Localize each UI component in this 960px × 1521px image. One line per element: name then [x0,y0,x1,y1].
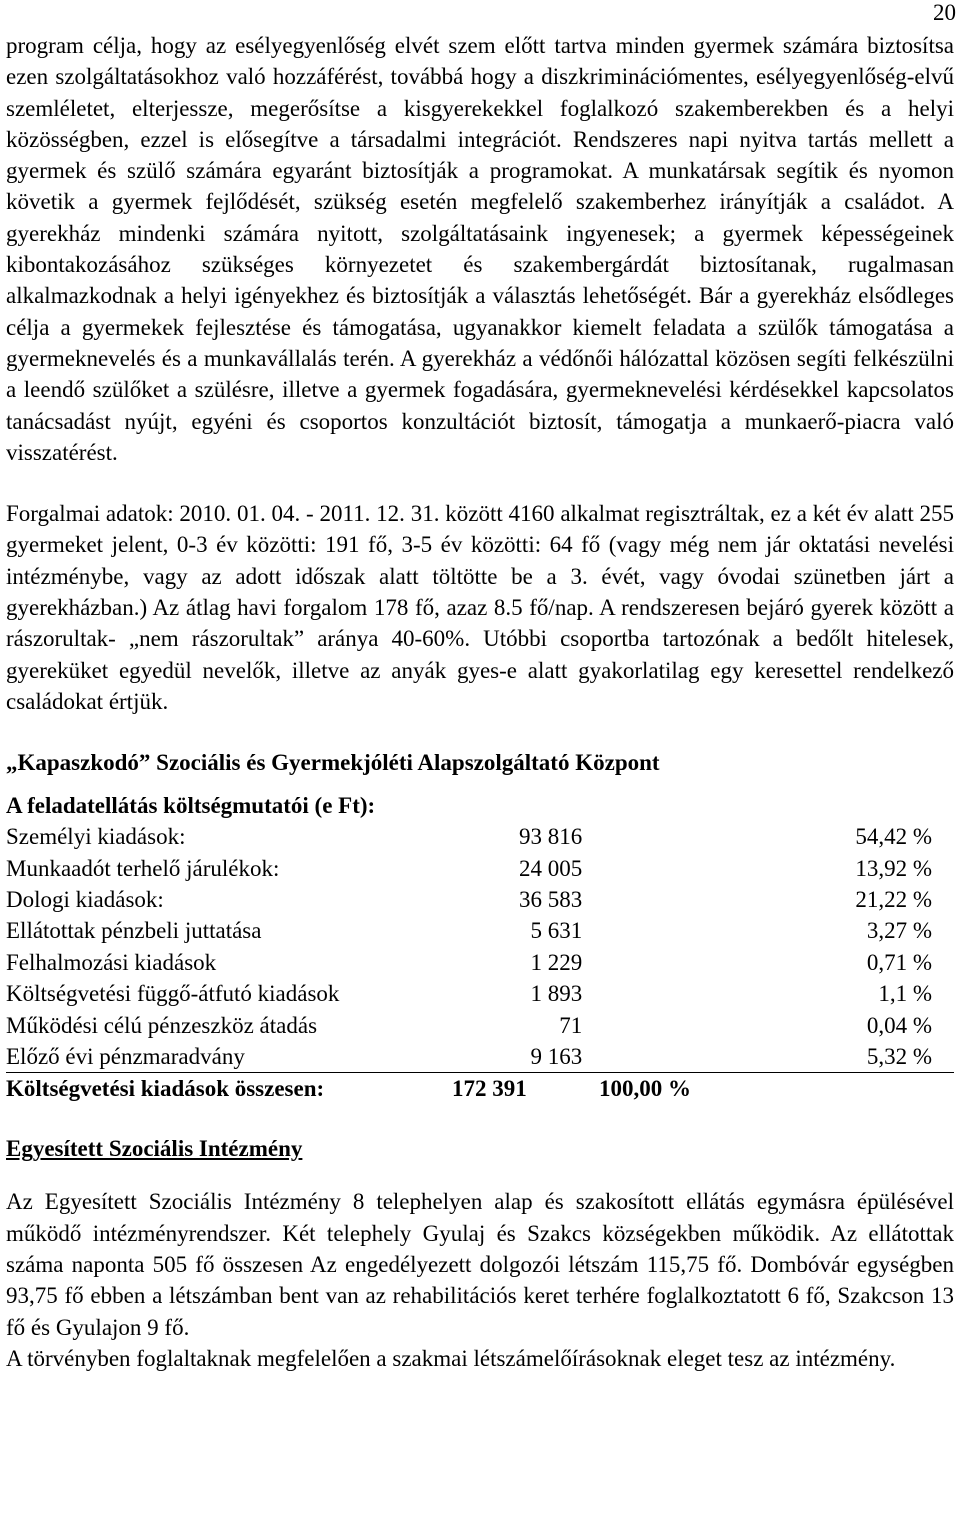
section-title-kapaszkodo: „Kapaszkodó” Szociális és Gyermekjóléti Alapszolgáltató Központ [6,750,660,776]
paragraph-program-goals: program célja, hogy az esélyegyenlőség elvét szem előtt tartva minden gyermek számára biztosítsa ezen szolgáltatásokhoz való hozzáférést, továbbá hogy a diszkriminációmentes, esélyegyenlőség-elvű szemléletet, elterjessze, megerősítse a kisgyerekekkel foglalkozó szakemberekben és a helyi közösségben, ezzel is elősegítve a társadalmi integrációt. Rendszeres napi nyitva tartás mellett a gyermek és szülő számára egyaránt biztosítják a programokat. A munkatársak segítik és nyomon követik a gyermek fejlődését, szükség esetén megfelelő szakemberhez irányítják a családot. A gyerekház mindenki számára nyitott, szolgáltatásaink ingyenesek; a gyermek képességeinek kibontakozásához szükséges környezetet és szakembergárdát biztosítanak, rugalmasan alkalmazkodnak a helyi igényekhez és biztosítják a választás lehetőségét. Bár a gyerekház elsődleges célja a gyermekek fejlesztése és támogatása, ugyanakkor kiemelt feladata a szülők támogatása a gyermeknevelés és a munkavállalás terén. A gyerekház a védőnői hálózattal közösen segíti felkészülni a leendő szülőket a szülésre, illetve a gyermek fogadására, gyermeknevelési kérdésekkel kapcsolatos tanácsadást nyújt, egyéni és csoportos konzultációt biztosít, támogatja a munkaerő-piacra való visszatérést. [6,33,954,465]
table-row [6,1010,954,1041]
document-body [6,30,954,1374]
cost-amount: 93 816 [519,824,583,850]
cost-amount: 5 631 [530,918,583,944]
table-row [6,978,954,1009]
total-percent: 100,00 % [599,1076,691,1102]
cost-amount: 1 893 [530,981,583,1007]
cost-label: Felhalmozási kiadások [6,949,217,975]
cost-amount: 24 005 [519,855,583,881]
cost-percent: 1,1 % [878,981,932,1007]
page-number: 20 [933,0,956,25]
total-amount: 172 391 [452,1076,527,1102]
cost-table [6,821,954,1073]
cost-percent: 3,27 % [866,918,932,944]
paragraph-staffing: A törvényben foglaltaknak megfelelően a szakmai létszámelőírásoknak eleget tesz az intézmény. [6,1345,896,1371]
total-row [6,1073,954,1105]
table-row [6,947,954,978]
paragraph-traffic-data: Forgalmai adatok: 2010. 01. 04. - 2011. 12. 31. között 4160 alkalmat regisztráltak, ez a két év alatt 255 gyermeket jelent, 0-3 év közötti: 191 fő, 3-5 év közötti: 64 fő (vagy még nem jár oktatási nevelési intézménybe, vagy az adott időszak alatt töltötte be a 3. évét, vagy óvodai szünetben járt a gyerekházban.) Az átlag havi forgalom 178 fő, azaz 8.5 fő/nap. A rendszeresen bejáró gyerek között a rászorultak- „nem rászorultak” aránya 40-60%. Utóbbi csoportba tartozónak a bedőlt hitelesek, gyereküket egyedül nevelők, illetve az anyák gyes-e alatt gyakorlatilag egy keresettel rendelkező családokat értjük. [6,501,954,714]
total-label: Költségvetési kiadások összesen: [6,1076,325,1102]
cost-percent: 5,32 % [582,1041,954,1073]
cost-label: Személyi kiadások: [6,824,186,850]
table-row [6,821,954,852]
cost-label: Költségvetési függő-átfutó kiadások [6,981,340,1007]
cost-label: Működési célú pénzeszköz átadás [6,1012,318,1038]
cost-table-title: A feladatellátás költségmutatói (e Ft): [6,793,376,819]
cost-label: Ellátottak pénzbeli juttatása [6,918,262,944]
paragraph-institution: Az Egyesített Szociális Intézmény 8 telephelyen alap és szakosított ellátás egymásra épülésével működő intézményrendszer. Két telephely Gyulaj és Szakcs községekben működik. Az ellátottak száma naponta 505 fő összesen Az engedélyezett dolgozói létszám 115,75 fő. Dombóvár egységben 93,75 fő ebben a létszámban bent van az rehabilitációs keret terhére foglalkoztatott 6 fő, Szakcson 13 fő és Gyulajon 9 fő. [6,1189,954,1340]
cost-label: Munkaadót terhelő járulékok: [6,855,280,881]
cost-label: Előző évi pénzmaradvány [6,1041,451,1073]
cost-percent: 0,04 % [866,1012,932,1038]
cost-label: Dologi kiadások: [6,887,164,913]
cost-percent: 54,42 % [855,824,932,850]
cost-amount: 1 229 [530,949,583,975]
table-row [6,853,954,884]
cost-amount: 36 583 [519,887,583,913]
table-row [6,1041,954,1073]
cost-percent: 13,92 % [855,855,932,881]
cost-amount: 71 [559,1012,583,1038]
table-row [6,915,954,946]
table-row [6,884,954,915]
section-title-egyesitett: Egyesített Szociális Intézmény [6,1136,303,1162]
cost-amount: 9 163 [451,1041,583,1073]
cost-percent: 21,22 % [855,887,932,913]
cost-percent: 0,71 % [866,949,932,975]
